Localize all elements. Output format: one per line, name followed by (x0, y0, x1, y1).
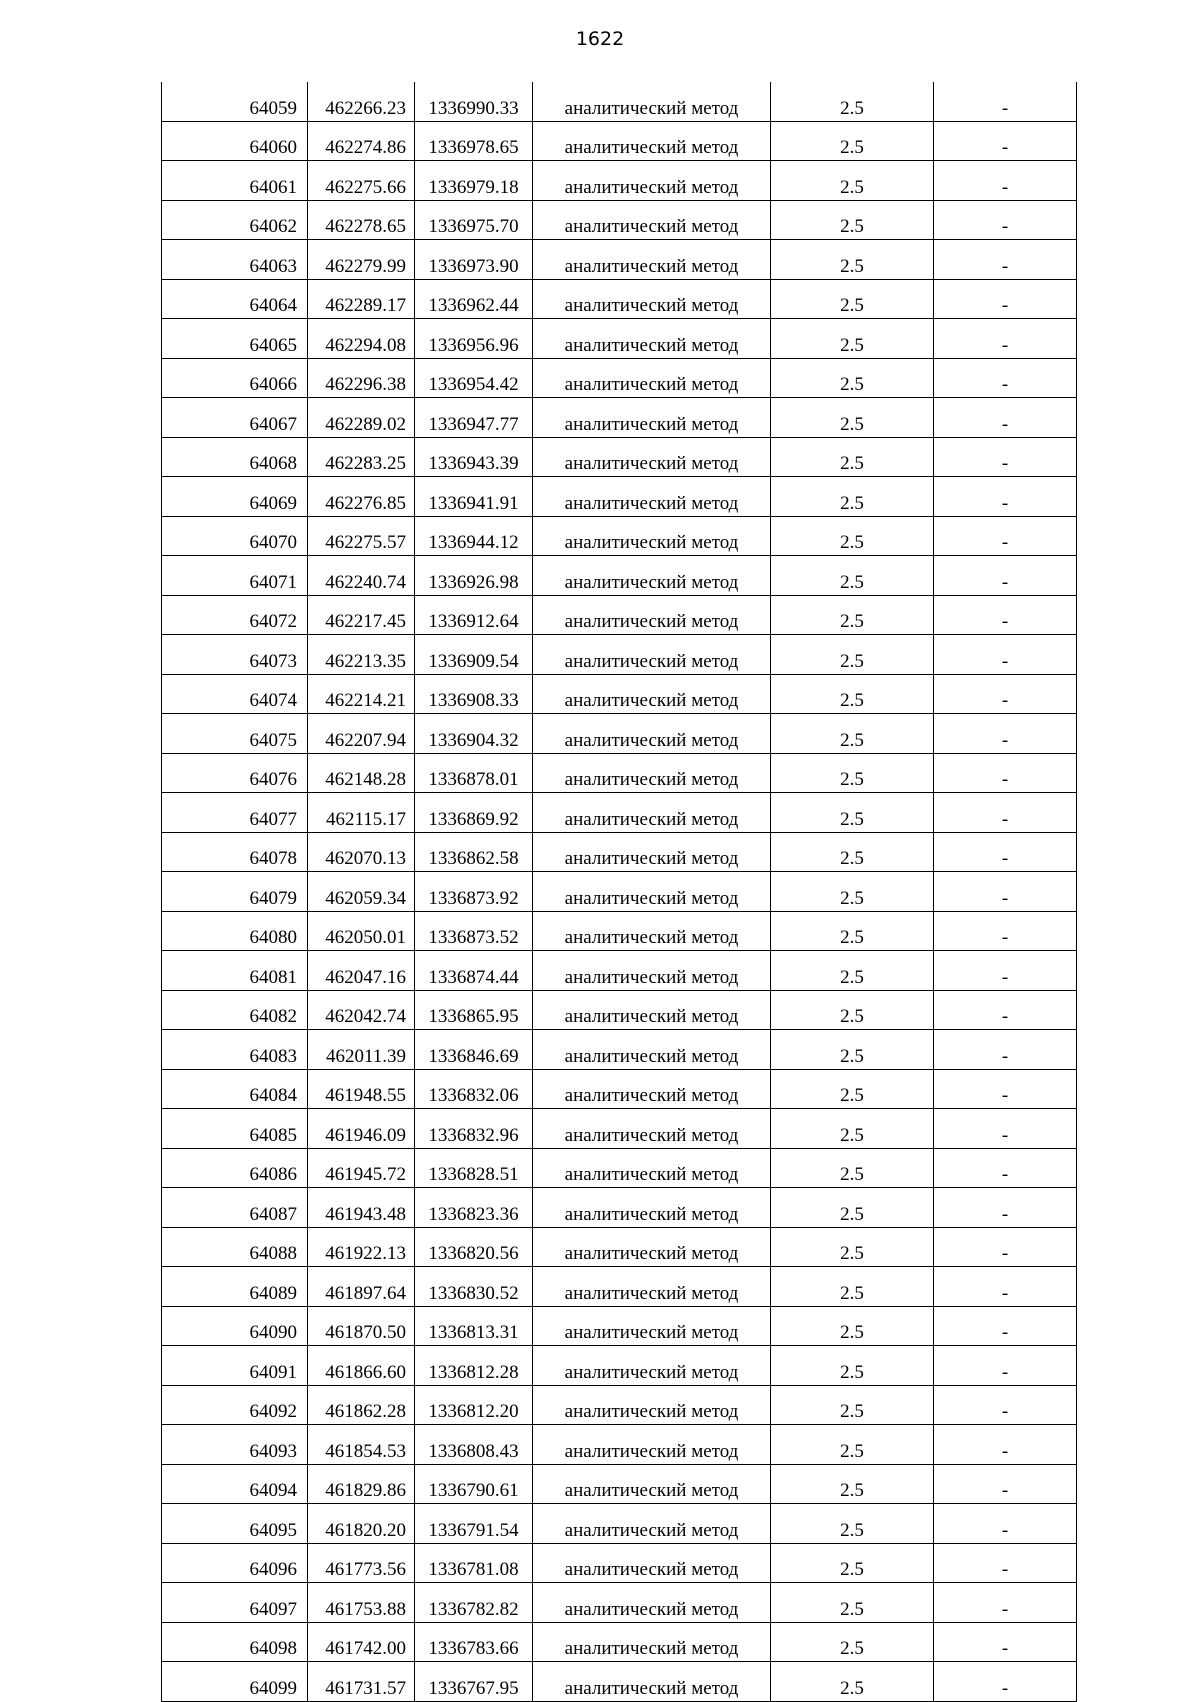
table-row (162, 1504, 1077, 1544)
table-row (162, 240, 1077, 280)
method-cell: аналитический метод (533, 398, 771, 438)
x-coordinate-cell: 462214.21 (308, 674, 415, 714)
x-coordinate-cell: 461862.28 (308, 1385, 415, 1425)
table-row (162, 1583, 1077, 1623)
x-coordinate-cell: 462278.65 (308, 200, 415, 240)
point-number-cell: 64092 (162, 1385, 308, 1425)
x-coordinate-cell: 462275.57 (308, 516, 415, 556)
description-cell: - (934, 595, 1077, 635)
x-coordinate-cell: 462213.35 (308, 635, 415, 675)
table-row (162, 1030, 1077, 1070)
description-cell: - (934, 1109, 1077, 1149)
description-cell: - (934, 319, 1077, 359)
x-coordinate-cell: 462050.01 (308, 911, 415, 951)
y-coordinate-cell: 1336873.92 (415, 872, 533, 912)
method-cell: аналитический метод (533, 872, 771, 912)
accuracy-cell: 2.5 (771, 951, 934, 991)
accuracy-cell: 2.5 (771, 1346, 934, 1386)
accuracy-cell: 2.5 (771, 674, 934, 714)
y-coordinate-cell: 1336956.96 (415, 319, 533, 359)
accuracy-cell: 2.5 (771, 793, 934, 833)
accuracy-cell: 2.5 (771, 240, 934, 280)
x-coordinate-cell: 462289.02 (308, 398, 415, 438)
method-cell: аналитический метод (533, 1385, 771, 1425)
x-coordinate-cell: 462274.86 (308, 121, 415, 161)
table-row (162, 1188, 1077, 1228)
y-coordinate-cell: 1336782.82 (415, 1583, 533, 1623)
coordinates-table (161, 82, 1077, 1702)
description-cell: - (934, 200, 1077, 240)
description-cell: - (934, 911, 1077, 951)
point-number-cell: 64099 (162, 1662, 308, 1702)
x-coordinate-cell: 461854.53 (308, 1425, 415, 1465)
y-coordinate-cell: 1336912.64 (415, 595, 533, 635)
y-coordinate-cell: 1336820.56 (415, 1227, 533, 1267)
point-number-cell: 64088 (162, 1227, 308, 1267)
table-row (162, 832, 1077, 872)
method-cell: аналитический метод (533, 319, 771, 359)
method-cell: аналитический метод (533, 1069, 771, 1109)
accuracy-cell: 2.5 (771, 1069, 934, 1109)
x-coordinate-cell: 462266.23 (308, 82, 415, 121)
point-number-cell: 64064 (162, 279, 308, 319)
table-row (162, 1267, 1077, 1307)
table-row (162, 1346, 1077, 1386)
point-number-cell: 64078 (162, 832, 308, 872)
accuracy-cell: 2.5 (771, 990, 934, 1030)
table-row (162, 358, 1077, 398)
accuracy-cell: 2.5 (771, 1188, 934, 1228)
description-cell: - (934, 398, 1077, 438)
point-number-cell: 64066 (162, 358, 308, 398)
x-coordinate-cell: 461946.09 (308, 1109, 415, 1149)
y-coordinate-cell: 1336865.95 (415, 990, 533, 1030)
accuracy-cell: 2.5 (771, 556, 934, 596)
x-coordinate-cell: 462283.25 (308, 437, 415, 477)
table-row (162, 1662, 1077, 1702)
table-row (162, 1464, 1077, 1504)
description-cell: - (934, 1306, 1077, 1346)
description-cell: - (934, 1385, 1077, 1425)
table-row (162, 1148, 1077, 1188)
point-number-cell: 64072 (162, 595, 308, 635)
method-cell: аналитический метод (533, 556, 771, 596)
table-row (162, 556, 1077, 596)
table-row (162, 793, 1077, 833)
point-number-cell: 64090 (162, 1306, 308, 1346)
method-cell: аналитический метод (533, 1267, 771, 1307)
point-number-cell: 64063 (162, 240, 308, 280)
x-coordinate-cell: 461897.64 (308, 1267, 415, 1307)
table-row (162, 82, 1077, 121)
method-cell: аналитический метод (533, 990, 771, 1030)
description-cell: - (934, 1346, 1077, 1386)
y-coordinate-cell: 1336830.52 (415, 1267, 533, 1307)
point-number-cell: 64089 (162, 1267, 308, 1307)
description-cell: - (934, 714, 1077, 754)
method-cell: аналитический метод (533, 1464, 771, 1504)
description-cell: - (934, 1425, 1077, 1465)
table-row (162, 951, 1077, 991)
accuracy-cell: 2.5 (771, 714, 934, 754)
y-coordinate-cell: 1336832.06 (415, 1069, 533, 1109)
description-cell: - (934, 1464, 1077, 1504)
y-coordinate-cell: 1336846.69 (415, 1030, 533, 1070)
accuracy-cell: 2.5 (771, 1504, 934, 1544)
accuracy-cell: 2.5 (771, 279, 934, 319)
y-coordinate-cell: 1336908.33 (415, 674, 533, 714)
description-cell: - (934, 753, 1077, 793)
point-number-cell: 64095 (162, 1504, 308, 1544)
table-row (162, 990, 1077, 1030)
method-cell: аналитический метод (533, 1543, 771, 1583)
y-coordinate-cell: 1336874.44 (415, 951, 533, 991)
accuracy-cell: 2.5 (771, 635, 934, 675)
y-coordinate-cell: 1336812.28 (415, 1346, 533, 1386)
y-coordinate-cell: 1336808.43 (415, 1425, 533, 1465)
x-coordinate-cell: 461753.88 (308, 1583, 415, 1623)
method-cell: аналитический метод (533, 1188, 771, 1228)
y-coordinate-cell: 1336941.91 (415, 477, 533, 517)
method-cell: аналитический метод (533, 674, 771, 714)
page-number: 1622 (575, 28, 625, 50)
y-coordinate-cell: 1336828.51 (415, 1148, 533, 1188)
accuracy-cell: 2.5 (771, 1148, 934, 1188)
description-cell: - (934, 1227, 1077, 1267)
point-number-cell: 64076 (162, 753, 308, 793)
point-number-cell: 64091 (162, 1346, 308, 1386)
x-coordinate-cell: 462217.45 (308, 595, 415, 635)
y-coordinate-cell: 1336979.18 (415, 161, 533, 201)
y-coordinate-cell: 1336973.90 (415, 240, 533, 280)
description-cell: - (934, 82, 1077, 121)
accuracy-cell: 2.5 (771, 516, 934, 556)
accuracy-cell: 2.5 (771, 398, 934, 438)
x-coordinate-cell: 461731.57 (308, 1662, 415, 1702)
x-coordinate-cell: 462115.17 (308, 793, 415, 833)
description-cell: - (934, 1662, 1077, 1702)
method-cell: аналитический метод (533, 951, 771, 991)
x-coordinate-cell: 462059.34 (308, 872, 415, 912)
table-row (162, 1425, 1077, 1465)
point-number-cell: 64059 (162, 82, 308, 121)
description-cell: - (934, 1188, 1077, 1228)
accuracy-cell: 2.5 (771, 161, 934, 201)
point-number-cell: 64067 (162, 398, 308, 438)
accuracy-cell: 2.5 (771, 1622, 934, 1662)
accuracy-cell: 2.5 (771, 1030, 934, 1070)
method-cell: аналитический метод (533, 1306, 771, 1346)
y-coordinate-cell: 1336781.08 (415, 1543, 533, 1583)
method-cell: аналитический метод (533, 1148, 771, 1188)
method-cell: аналитический метод (533, 595, 771, 635)
x-coordinate-cell: 462275.66 (308, 161, 415, 201)
accuracy-cell: 2.5 (771, 595, 934, 635)
accuracy-cell: 2.5 (771, 82, 934, 121)
description-cell: - (934, 1069, 1077, 1109)
y-coordinate-cell: 1336873.52 (415, 911, 533, 951)
accuracy-cell: 2.5 (771, 437, 934, 477)
description-cell: - (934, 674, 1077, 714)
description-cell: - (934, 1543, 1077, 1583)
x-coordinate-cell: 462294.08 (308, 319, 415, 359)
method-cell: аналитический метод (533, 1504, 771, 1544)
point-number-cell: 64062 (162, 200, 308, 240)
y-coordinate-cell: 1336909.54 (415, 635, 533, 675)
y-coordinate-cell: 1336791.54 (415, 1504, 533, 1544)
point-number-cell: 64075 (162, 714, 308, 754)
y-coordinate-cell: 1336878.01 (415, 753, 533, 793)
point-number-cell: 64069 (162, 477, 308, 517)
accuracy-cell: 2.5 (771, 872, 934, 912)
y-coordinate-cell: 1336943.39 (415, 437, 533, 477)
accuracy-cell: 2.5 (771, 200, 934, 240)
method-cell: аналитический метод (533, 753, 771, 793)
method-cell: аналитический метод (533, 911, 771, 951)
x-coordinate-cell: 462296.38 (308, 358, 415, 398)
point-number-cell: 64071 (162, 556, 308, 596)
table-row (162, 635, 1077, 675)
method-cell: аналитический метод (533, 1227, 771, 1267)
description-cell: - (934, 556, 1077, 596)
method-cell: аналитический метод (533, 1662, 771, 1702)
method-cell: аналитический метод (533, 121, 771, 161)
x-coordinate-cell: 461866.60 (308, 1346, 415, 1386)
description-cell: - (934, 1267, 1077, 1307)
point-number-cell: 64097 (162, 1583, 308, 1623)
accuracy-cell: 2.5 (771, 1306, 934, 1346)
accuracy-cell: 2.5 (771, 832, 934, 872)
point-number-cell: 64077 (162, 793, 308, 833)
table-row (162, 1385, 1077, 1425)
method-cell: аналитический метод (533, 200, 771, 240)
table-row (162, 121, 1077, 161)
y-coordinate-cell: 1336783.66 (415, 1622, 533, 1662)
method-cell: аналитический метод (533, 437, 771, 477)
accuracy-cell: 2.5 (771, 1464, 934, 1504)
description-cell: - (934, 279, 1077, 319)
y-coordinate-cell: 1336832.96 (415, 1109, 533, 1149)
description-cell: - (934, 437, 1077, 477)
accuracy-cell: 2.5 (771, 1109, 934, 1149)
y-coordinate-cell: 1336975.70 (415, 200, 533, 240)
accuracy-cell: 2.5 (771, 319, 934, 359)
y-coordinate-cell: 1336823.36 (415, 1188, 533, 1228)
description-cell: - (934, 793, 1077, 833)
method-cell: аналитический метод (533, 714, 771, 754)
description-cell: - (934, 1583, 1077, 1623)
y-coordinate-cell: 1336947.77 (415, 398, 533, 438)
method-cell: аналитический метод (533, 832, 771, 872)
accuracy-cell: 2.5 (771, 1385, 934, 1425)
x-coordinate-cell: 461773.56 (308, 1543, 415, 1583)
description-cell: - (934, 1622, 1077, 1662)
method-cell: аналитический метод (533, 793, 771, 833)
point-number-cell: 64083 (162, 1030, 308, 1070)
method-cell: аналитический метод (533, 516, 771, 556)
y-coordinate-cell: 1336862.58 (415, 832, 533, 872)
x-coordinate-cell: 461870.50 (308, 1306, 415, 1346)
x-coordinate-cell: 461943.48 (308, 1188, 415, 1228)
table-row (162, 1069, 1077, 1109)
y-coordinate-cell: 1336869.92 (415, 793, 533, 833)
point-number-cell: 64085 (162, 1109, 308, 1149)
method-cell: аналитический метод (533, 1030, 771, 1070)
point-number-cell: 64074 (162, 674, 308, 714)
method-cell: аналитический метод (533, 358, 771, 398)
coordinates-table-body (162, 82, 1077, 1701)
y-coordinate-cell: 1336944.12 (415, 516, 533, 556)
accuracy-cell: 2.5 (771, 358, 934, 398)
method-cell: аналитический метод (533, 82, 771, 121)
method-cell: аналитический метод (533, 635, 771, 675)
description-cell: - (934, 1030, 1077, 1070)
y-coordinate-cell: 1336954.42 (415, 358, 533, 398)
accuracy-cell: 2.5 (771, 911, 934, 951)
point-number-cell: 64061 (162, 161, 308, 201)
table-row (162, 1109, 1077, 1149)
description-cell: - (934, 635, 1077, 675)
table-row (162, 1543, 1077, 1583)
point-number-cell: 64094 (162, 1464, 308, 1504)
table-row (162, 516, 1077, 556)
x-coordinate-cell: 461945.72 (308, 1148, 415, 1188)
y-coordinate-cell: 1336962.44 (415, 279, 533, 319)
method-cell: аналитический метод (533, 1109, 771, 1149)
description-cell: - (934, 358, 1077, 398)
method-cell: аналитический метод (533, 279, 771, 319)
x-coordinate-cell: 461922.13 (308, 1227, 415, 1267)
x-coordinate-cell: 462011.39 (308, 1030, 415, 1070)
accuracy-cell: 2.5 (771, 753, 934, 793)
x-coordinate-cell: 462042.74 (308, 990, 415, 1030)
x-coordinate-cell: 461829.86 (308, 1464, 415, 1504)
x-coordinate-cell: 462148.28 (308, 753, 415, 793)
y-coordinate-cell: 1336978.65 (415, 121, 533, 161)
point-number-cell: 64093 (162, 1425, 308, 1465)
table-row (162, 872, 1077, 912)
y-coordinate-cell: 1336926.98 (415, 556, 533, 596)
table-row (162, 161, 1077, 201)
x-coordinate-cell: 461742.00 (308, 1622, 415, 1662)
description-cell: - (934, 1504, 1077, 1544)
method-cell: аналитический метод (533, 1346, 771, 1386)
x-coordinate-cell: 462276.85 (308, 477, 415, 517)
description-cell: - (934, 121, 1077, 161)
x-coordinate-cell: 462279.99 (308, 240, 415, 280)
accuracy-cell: 2.5 (771, 1227, 934, 1267)
table-row (162, 1227, 1077, 1267)
point-number-cell: 64087 (162, 1188, 308, 1228)
table-row (162, 398, 1077, 438)
description-cell: - (934, 516, 1077, 556)
table-row (162, 1622, 1077, 1662)
table-row (162, 753, 1077, 793)
description-cell: - (934, 1148, 1077, 1188)
x-coordinate-cell: 462289.17 (308, 279, 415, 319)
table-row (162, 911, 1077, 951)
x-coordinate-cell: 462207.94 (308, 714, 415, 754)
point-number-cell: 64086 (162, 1148, 308, 1188)
y-coordinate-cell: 1336812.20 (415, 1385, 533, 1425)
method-cell: аналитический метод (533, 1425, 771, 1465)
point-number-cell: 64070 (162, 516, 308, 556)
method-cell: аналитический метод (533, 161, 771, 201)
accuracy-cell: 2.5 (771, 1267, 934, 1307)
y-coordinate-cell: 1336767.95 (415, 1662, 533, 1702)
point-number-cell: 64098 (162, 1622, 308, 1662)
point-number-cell: 64060 (162, 121, 308, 161)
description-cell: - (934, 951, 1077, 991)
point-number-cell: 64096 (162, 1543, 308, 1583)
x-coordinate-cell: 462047.16 (308, 951, 415, 991)
accuracy-cell: 2.5 (771, 477, 934, 517)
description-cell: - (934, 477, 1077, 517)
table-row (162, 714, 1077, 754)
x-coordinate-cell: 462240.74 (308, 556, 415, 596)
description-cell: - (934, 832, 1077, 872)
table-row (162, 200, 1077, 240)
point-number-cell: 64065 (162, 319, 308, 359)
table-row (162, 1306, 1077, 1346)
point-number-cell: 64080 (162, 911, 308, 951)
y-coordinate-cell: 1336904.32 (415, 714, 533, 754)
y-coordinate-cell: 1336790.61 (415, 1464, 533, 1504)
accuracy-cell: 2.5 (771, 1583, 934, 1623)
table-row (162, 279, 1077, 319)
accuracy-cell: 2.5 (771, 1662, 934, 1702)
point-number-cell: 64081 (162, 951, 308, 991)
method-cell: аналитический метод (533, 477, 771, 517)
table-row (162, 477, 1077, 517)
y-coordinate-cell: 1336990.33 (415, 82, 533, 121)
description-cell: - (934, 872, 1077, 912)
description-cell: - (934, 990, 1077, 1030)
point-number-cell: 64084 (162, 1069, 308, 1109)
table-row (162, 319, 1077, 359)
accuracy-cell: 2.5 (771, 1425, 934, 1465)
accuracy-cell: 2.5 (771, 1543, 934, 1583)
description-cell: - (934, 240, 1077, 280)
x-coordinate-cell: 461948.55 (308, 1069, 415, 1109)
accuracy-cell: 2.5 (771, 121, 934, 161)
x-coordinate-cell: 462070.13 (308, 832, 415, 872)
table-row (162, 674, 1077, 714)
point-number-cell: 64068 (162, 437, 308, 477)
method-cell: аналитический метод (533, 1583, 771, 1623)
point-number-cell: 64073 (162, 635, 308, 675)
method-cell: аналитический метод (533, 240, 771, 280)
description-cell: - (934, 161, 1077, 201)
point-number-cell: 64082 (162, 990, 308, 1030)
point-number-cell: 64079 (162, 872, 308, 912)
y-coordinate-cell: 1336813.31 (415, 1306, 533, 1346)
method-cell: аналитический метод (533, 1622, 771, 1662)
table-row (162, 437, 1077, 477)
x-coordinate-cell: 461820.20 (308, 1504, 415, 1544)
table-row (162, 595, 1077, 635)
